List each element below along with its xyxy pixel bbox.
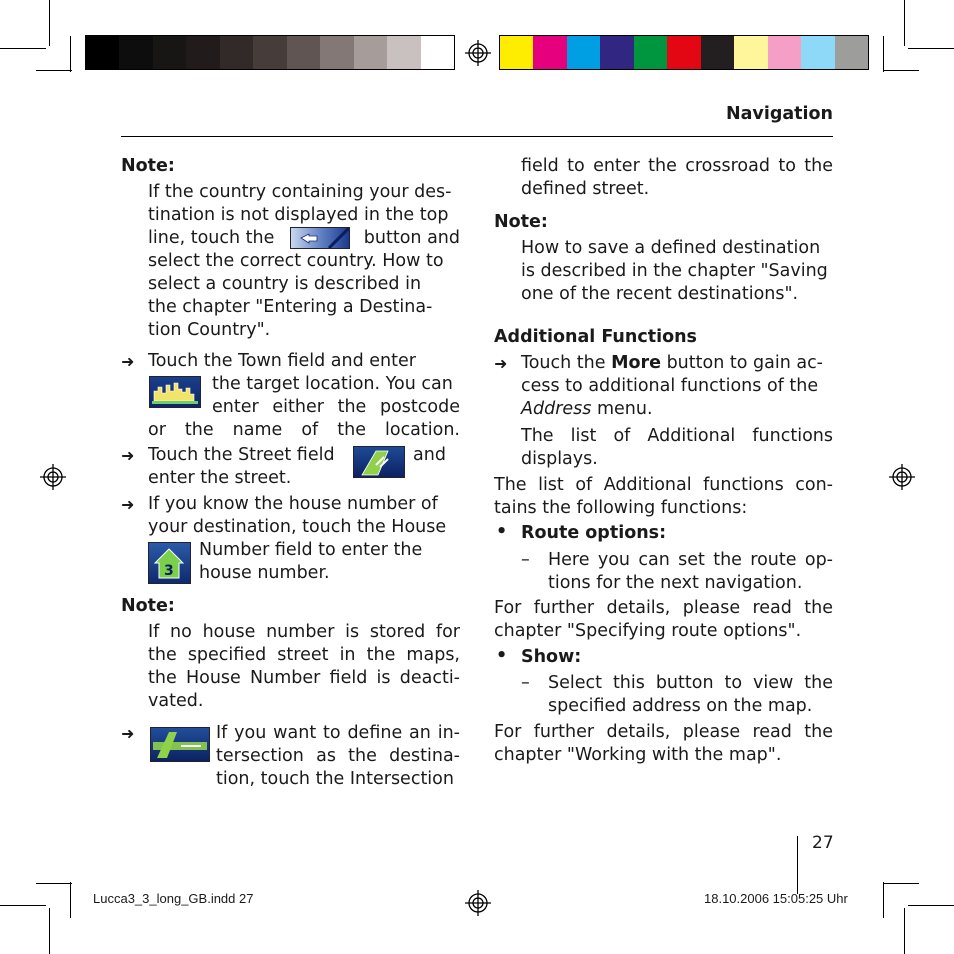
instruction-street: [148, 444, 460, 490]
crop-mark: [70, 36, 71, 72]
crop-mark: [36, 70, 72, 71]
text-fragment: Touch the Street field: [148, 445, 335, 465]
registration-mark-icon: [465, 40, 491, 66]
instruction-house: [148, 493, 460, 585]
text-line: select a country is described in: [148, 274, 422, 294]
more-button-label: More: [611, 353, 662, 373]
text-line: Number field to enter the: [199, 540, 423, 560]
text-line: Touch the Town field and enter: [148, 351, 416, 371]
list-item-desc: [548, 672, 833, 718]
text-line: or the name of the location.: [148, 420, 460, 440]
text-line: enter the street.: [148, 468, 292, 488]
footer-file: Lucca3_3_long_GB.indd 27: [93, 891, 254, 906]
street-road-icon: [353, 446, 405, 478]
text-line: vated.: [148, 691, 204, 711]
text-line: select the correct country. How to: [148, 251, 444, 271]
text-line: one of the recent destinations".: [521, 284, 799, 304]
crop-mark: [36, 883, 72, 884]
bullet-icon: •: [496, 646, 508, 666]
instruction-intersection: [216, 722, 460, 791]
crop-mark: [49, 0, 50, 46]
town-skyline-icon: [149, 376, 201, 408]
registration-mark-icon: [889, 464, 915, 490]
text-line: the specified street in the maps,: [148, 645, 460, 665]
paragraph: [494, 474, 833, 520]
page-number-rule: [797, 836, 798, 894]
text-line: [521, 398, 833, 421]
crop-mark: [904, 908, 905, 954]
action-arrow-icon: ➜: [121, 495, 135, 514]
dash-icon: –: [521, 673, 530, 693]
text-line: your destination, touch the House: [148, 517, 447, 537]
crop-mark: [49, 908, 50, 954]
text-line: tination is not displayed in the top: [148, 205, 449, 225]
bullet-icon: •: [496, 522, 508, 542]
text-line: How to save a defined destination: [521, 238, 821, 258]
text-line: tains the following functions:: [494, 498, 748, 518]
text-line: is described in the chapter "Saving: [521, 261, 828, 281]
footer-date: 18.10.2006 15:05:25 Uhr: [704, 891, 848, 906]
text-line: [521, 352, 833, 375]
crop-mark: [0, 48, 46, 49]
paragraph: [494, 721, 833, 767]
text-line: defined street.: [521, 179, 650, 199]
crop-mark: [908, 905, 954, 906]
crop-mark: [883, 70, 919, 71]
text-line: If you want to define an in-: [216, 723, 460, 743]
action-arrow-icon: ➜: [121, 724, 135, 743]
action-arrow-icon: ➜: [121, 352, 135, 371]
list-item-label: Route options:: [521, 523, 667, 543]
text-fragment: line, touch the: [148, 228, 275, 248]
note-label: Note:: [494, 212, 548, 232]
registration-mark-icon: [465, 890, 491, 916]
crop-mark: [883, 36, 884, 72]
action-arrow-icon: ➜: [121, 446, 135, 465]
text-line: field to enter the crossroad to the: [521, 156, 833, 176]
color-bar-frame: [85, 35, 455, 70]
text-line: tersection as the destina-: [216, 746, 460, 766]
crop-mark: [70, 882, 71, 918]
action-arrow-icon: ➜: [494, 354, 508, 373]
text-fragment: menu.: [591, 399, 653, 419]
crop-mark: [883, 882, 884, 918]
dash-icon: –: [521, 550, 530, 570]
note-text: [521, 237, 833, 306]
text-line: If you know the house number of: [148, 494, 438, 514]
text-line: tion, touch the Intersection: [216, 769, 454, 789]
text-line: chapter "Working with the map".: [494, 745, 782, 765]
text-line: Here you can set the route op-: [548, 550, 833, 570]
note-text: [148, 621, 460, 713]
note-label: Note:: [121, 596, 175, 616]
back-arrow-icon: [290, 227, 350, 249]
section-heading: Additional Functions: [494, 327, 697, 347]
text-fragment: button and: [363, 228, 460, 248]
continued-text: [521, 155, 833, 201]
text-fragment: button to gain ac-: [661, 353, 824, 373]
text-line: house number.: [199, 563, 330, 583]
text-line: the House Number field is deacti-: [148, 668, 460, 688]
text-line: tions for the next navigation.: [548, 573, 803, 593]
text-line: The list of Additional functions: [521, 426, 833, 446]
text-line: [148, 444, 460, 467]
text-line: chapter "Specifying route options".: [494, 621, 802, 641]
menu-name: Address: [521, 399, 592, 419]
text-line: For further details, please read the: [494, 598, 833, 618]
crop-mark: [0, 905, 46, 906]
text-line: specified address on the map.: [548, 696, 813, 716]
text-line: displays.: [521, 449, 598, 469]
text-line: the target location. You can: [212, 374, 453, 394]
text-line: If no house number is stored for: [148, 622, 460, 642]
list-item-desc: [548, 549, 833, 595]
text-line: If the country containing your des-: [148, 182, 452, 202]
text-line: cess to additional functions of the: [521, 376, 819, 396]
section-title: Navigation: [725, 104, 833, 124]
text-line: the chapter "Entering a Destina-: [148, 297, 433, 317]
instruction-more: [521, 352, 833, 421]
house-number-icon: [148, 542, 191, 584]
text-line: Select this button to view the: [548, 673, 833, 693]
note-text: [148, 181, 460, 342]
text-fragment: and: [413, 445, 446, 465]
list-item-label: Show:: [521, 647, 582, 667]
text-fragment: Touch the: [521, 353, 612, 373]
note-label: Note:: [121, 156, 175, 176]
text-line: tion Country".: [148, 320, 271, 340]
registration-mark-icon: [40, 464, 66, 490]
crop-mark: [908, 48, 954, 49]
crop-mark: [883, 883, 919, 884]
intersection-icon: [150, 727, 210, 762]
text-line: The list of Additional functions con-: [494, 475, 833, 495]
svg-text:3: 3: [164, 563, 174, 579]
text-line: For further details, please read the: [494, 722, 833, 742]
result-text: [521, 425, 833, 471]
header-rule: [121, 136, 833, 137]
crop-mark: [904, 0, 905, 46]
color-bar-frame: [499, 35, 869, 70]
paragraph: [494, 597, 833, 643]
page-number: 27: [812, 833, 834, 853]
text-line: enter either the postcode: [212, 397, 460, 417]
